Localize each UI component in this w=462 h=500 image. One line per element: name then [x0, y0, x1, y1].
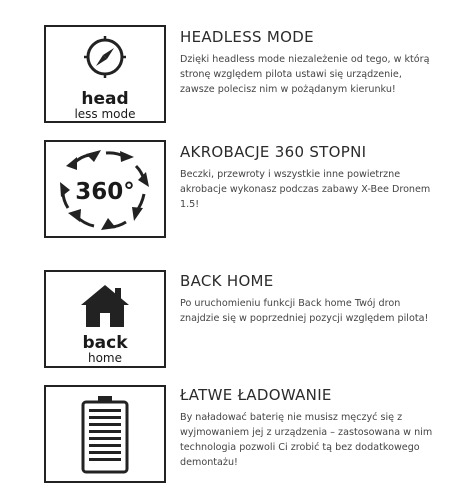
compass-icon [46, 27, 164, 121]
charging-title: ŁATWE ŁADOWANIE [180, 386, 332, 404]
charging-description: By naładować baterię nie musisz męczyć się z wyjmowaniem jej z urządzenia – zastosowana w nim technologia pozwoli Ci zrobić tą bez dodatkowego demontażu! [180, 412, 433, 468]
acrobatics-icon-box [44, 140, 166, 238]
headless-mode-description: Dzięki headless mode niezależenie od tego, w którą stronę względem pilota ustawi się urządzenie, zawsze polecisz nim w pożądanym kierunku! [180, 54, 430, 95]
rotate-360-icon [46, 142, 164, 236]
headless-icon-text-sub: less mode [74, 107, 136, 121]
headless-mode-icon-box [44, 25, 166, 123]
back-home-title: BACK HOME [180, 272, 274, 290]
battery-icon [46, 387, 164, 481]
back-home-icon-text-sub: home [87, 351, 123, 365]
headless-icon-text-main: head [81, 89, 129, 109]
headless-mode-title: HEADLESS MODE [180, 28, 314, 46]
back-home-icon-text-main: back [82, 333, 128, 353]
back-home-description: Po uruchomieniu funkcji Back home Twój dron znajdzie się w poprzedniej pozycji względem pilota! [180, 298, 429, 324]
acrobatics-icon-text: 360° [75, 179, 135, 205]
house-icon [46, 272, 164, 366]
charging-icon-box [44, 385, 166, 483]
acrobatics-title: AKROBACJE 360 STOPNI [180, 143, 367, 161]
acrobatics-description: Beczki, przewroty i wszystkie inne powietrzne akrobacje wykonasz podczas zabawy X-Bee Dronem 1.5! [180, 169, 431, 210]
back-home-icon-box [44, 270, 166, 368]
